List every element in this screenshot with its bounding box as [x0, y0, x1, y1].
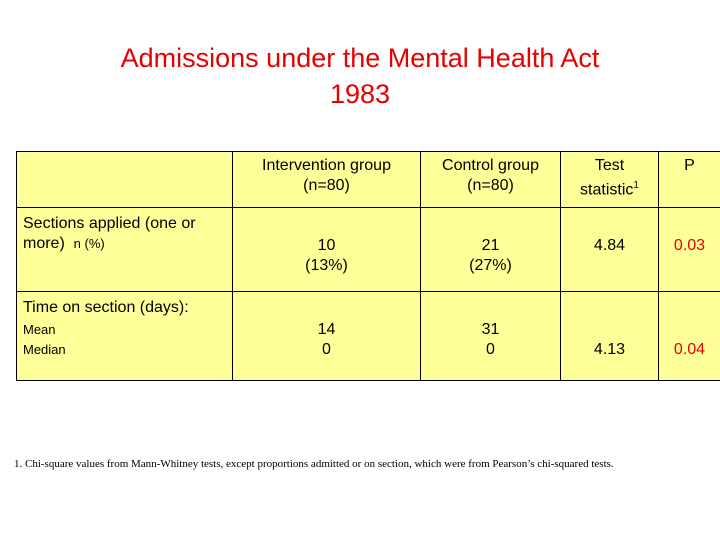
header-p	[659, 152, 720, 208]
table-row	[17, 292, 720, 381]
header-test	[561, 152, 659, 208]
title-line-1: Admissions under the Mental Health Act	[120, 43, 600, 73]
p-value: 0.03	[673, 237, 706, 254]
cell-control-time	[421, 292, 561, 381]
row-label-unit: n (%)	[73, 236, 105, 251]
cell-control-sections	[421, 208, 561, 292]
header-p-label: P	[684, 157, 695, 174]
value-mean: 31	[481, 321, 500, 338]
value-mean: 14	[317, 321, 336, 338]
cell-intervention-time	[233, 292, 421, 381]
row-label-line1: Sections applied (one or	[23, 215, 196, 232]
row-label-line2: more)	[23, 235, 65, 252]
header-intervention	[233, 152, 421, 208]
header-row	[17, 152, 720, 208]
value: 4.84	[593, 237, 626, 254]
row-label-sections	[17, 208, 233, 292]
results-table	[16, 151, 720, 381]
header-test-footnote-marker: 1	[633, 180, 639, 191]
header-test-label: Test	[594, 157, 625, 174]
row-sublabel-mean: Mean	[23, 322, 56, 337]
cell-p-sections	[659, 208, 720, 292]
cell-test-time	[561, 292, 659, 381]
cell-test-sections	[561, 208, 659, 292]
row-label-time	[17, 292, 233, 381]
value: 10	[317, 237, 336, 254]
table-row	[17, 208, 720, 292]
value-median: 0	[486, 341, 495, 358]
header-control-n: (n=80)	[467, 177, 514, 194]
cell-p-time	[659, 292, 720, 381]
value-median: 0	[322, 341, 331, 358]
cell-intervention-sections	[233, 208, 421, 292]
value-percent: (13%)	[305, 257, 348, 274]
title-line-2: 1983	[329, 79, 391, 109]
header-empty-cell	[17, 152, 233, 208]
value: 21	[481, 237, 500, 254]
slide-title	[0, 40, 720, 112]
header-intervention-label: Intervention group	[262, 157, 391, 174]
header-test-statistic: statistic	[580, 181, 634, 199]
header-control	[421, 152, 561, 208]
p-value: 0.04	[673, 341, 706, 358]
footnote: 1. Chi-square values from Mann-Whitney tests, except proportions admitted or on section, which were from Pearson’s chi-squared tests.	[14, 458, 614, 470]
row-label-line1: Time on section (days):	[23, 299, 189, 316]
row-sublabel-median: Median	[23, 342, 66, 357]
header-intervention-n: (n=80)	[303, 177, 350, 194]
value-percent: (27%)	[469, 257, 512, 274]
value: 4.13	[593, 341, 626, 358]
header-control-label: Control group	[442, 157, 539, 174]
